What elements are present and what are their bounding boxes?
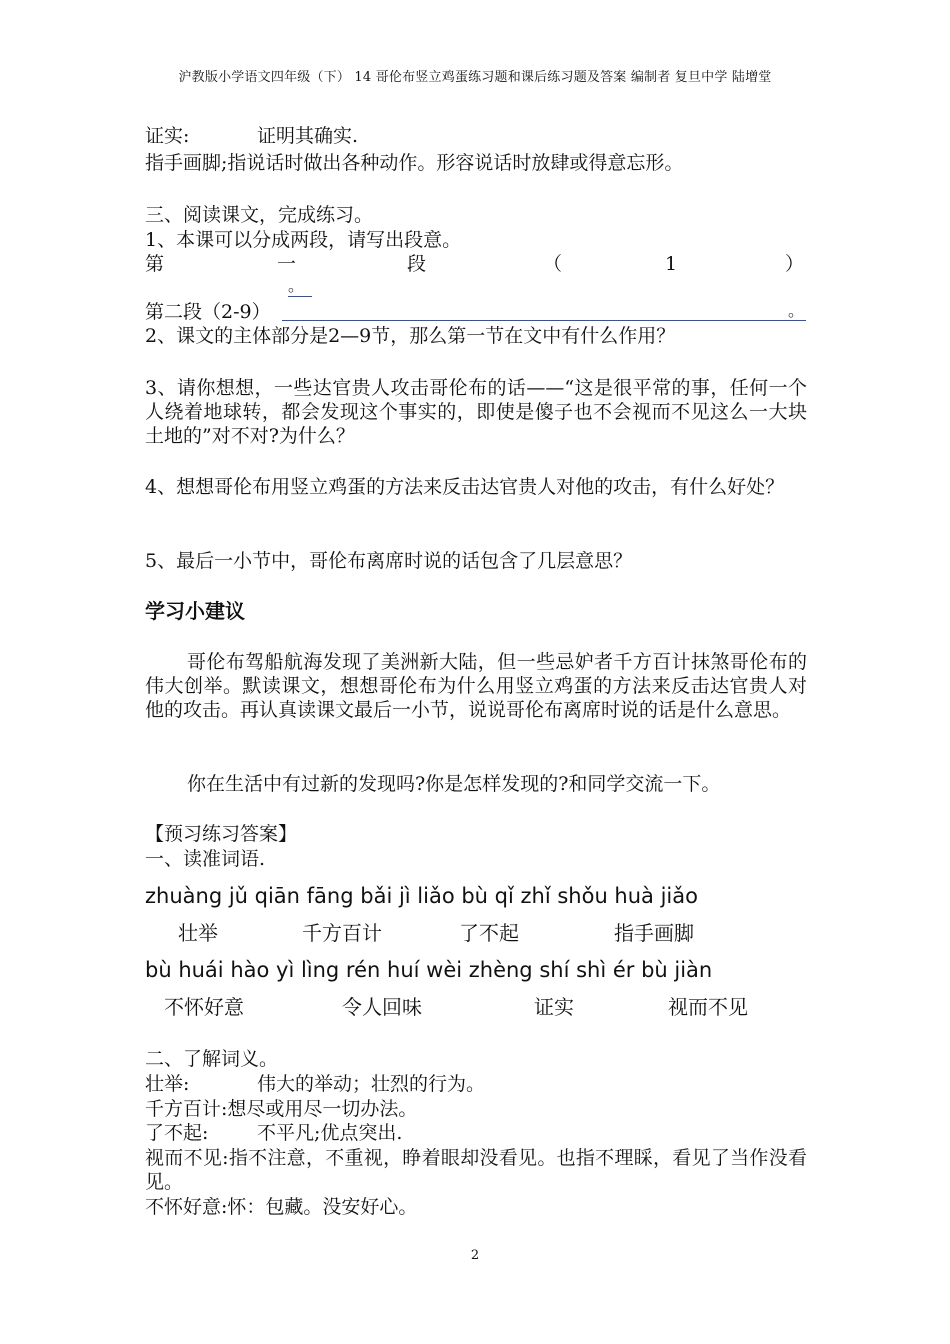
definition-term: 证实:: [145, 125, 190, 147]
definition-line: [145, 151, 683, 175]
second-paragraph-label: 第二段（2-9）: [145, 301, 271, 323]
definition-term: 壮举:: [145, 1073, 190, 1095]
definition-term: 指手画脚;: [145, 152, 228, 174]
word: 令人回味: [342, 995, 422, 1019]
definition-text: 指说话时做出各种动作。形容说话时放肆或得意忘形。: [227, 152, 684, 174]
answers-title: 【预习练习答案】: [145, 823, 298, 845]
definition-text: 伟大的举动；壮烈的行为。: [257, 1073, 486, 1095]
question-1: 1、本课可以分成两段，请写出段意。: [145, 229, 462, 251]
page-number: 2: [470, 1248, 480, 1263]
definition-term: 千方百计:: [145, 1098, 228, 1120]
question-2: 2、课文的主体部分是2—9节，那么第一节在文中有什么作用？: [145, 325, 676, 347]
first-paragraph-char: 段: [407, 253, 427, 275]
word: 证实: [534, 995, 574, 1019]
first-paragraph-char: 一: [277, 253, 297, 275]
definition-line: [145, 1121, 403, 1145]
definition-text: 指不注意，不重视，睁着眼却没看见。也指不理睬，看见了当作没看见。: [145, 1147, 807, 1193]
pinyin-row: bù huái hào yì lìng rén huí wèi zhèng shí shì ér bù jiàn: [145, 958, 713, 982]
first-paragraph-end: 。: [288, 276, 305, 295]
definition-line: [145, 1146, 807, 1194]
words-row: [0, 995, 950, 1021]
word: 不怀好意: [164, 995, 244, 1019]
first-paragraph-char: ）: [785, 253, 805, 275]
section-title: 三、阅读课文，完成练习。: [145, 204, 374, 226]
definition-line: [145, 1097, 417, 1121]
tips-paragraph: 你在生活中有过新的发现吗?你是怎样发现的?和同学交流一下。: [187, 773, 721, 795]
word: 了不起: [459, 921, 519, 945]
definition-text: 怀：包藏。没安好心。: [227, 1196, 418, 1218]
definition-term: 视而不见:: [145, 1147, 229, 1169]
definition-line: [145, 124, 359, 148]
question-5: 5、最后一小节中，哥伦布离席时说的话包含了几层意思？: [145, 550, 633, 572]
tips-paragraph: 哥伦布驾船航海发现了美洲新大陆，但一些忌妒者千方百计抹煞哥伦布的伟大创举。默读课文，想想哥伦布为什么用竖立鸡蛋的方法来反击达官贵人对他的攻击。再认真读课文最后一小节，说说哥伦布离席时说的话是什么意思。: [145, 651, 807, 721]
second-paragraph-end: 。: [788, 301, 805, 320]
first-paragraph-char: （: [543, 253, 563, 275]
definition-term: 不怀好意:: [145, 1196, 228, 1218]
word: 指手画脚: [614, 921, 694, 945]
tips-title: 学习小建议: [145, 599, 245, 623]
first-paragraph-char: 第: [145, 253, 165, 275]
definition-line: [145, 1072, 486, 1096]
first-paragraph-line: [145, 252, 805, 276]
question-3: 3、请你想想，一些达官贵人攻击哥伦布的话——“这是很平常的事，任何一个人绕着地球转，都会发现这个事实的，即使是傻子也不会视而不见这么一大块土地的”对不对?为什么？: [145, 377, 807, 447]
answer-underline: [288, 296, 312, 297]
words-row: [0, 921, 950, 947]
word: 视而不见: [668, 995, 748, 1019]
definition-text: 证明其确实.: [257, 125, 359, 147]
definition-line: [145, 1195, 417, 1219]
page-header: 沪教版小学语文四年级（下） 14 哥伦布竖立鸡蛋练习题和课后练习题及答案 编制者 复旦中学 陆增堂: [178, 70, 772, 85]
answer-underline: [282, 320, 806, 321]
definition-text: 不平凡;优点突出.: [257, 1122, 403, 1144]
question-4: 4、想想哥伦布用竖立鸡蛋的方法来反击达官贵人对他的攻击，有什么好处？: [145, 476, 785, 498]
definition-text: 想尽或用尽一切办法。: [227, 1098, 418, 1120]
word: 壮举: [178, 921, 218, 945]
word: 千方百计: [302, 921, 382, 945]
pinyin-row: zhuàng jǔ qiān fāng bǎi jì liǎo bù qǐ zhǐ shǒu huà jiǎo: [145, 884, 698, 908]
answers-subtitle: 二、了解词义。: [145, 1048, 279, 1070]
definition-term: 了不起:: [145, 1122, 209, 1144]
first-paragraph-char: 1: [665, 253, 678, 275]
answers-subtitle: 一、读准词语.: [145, 848, 266, 870]
